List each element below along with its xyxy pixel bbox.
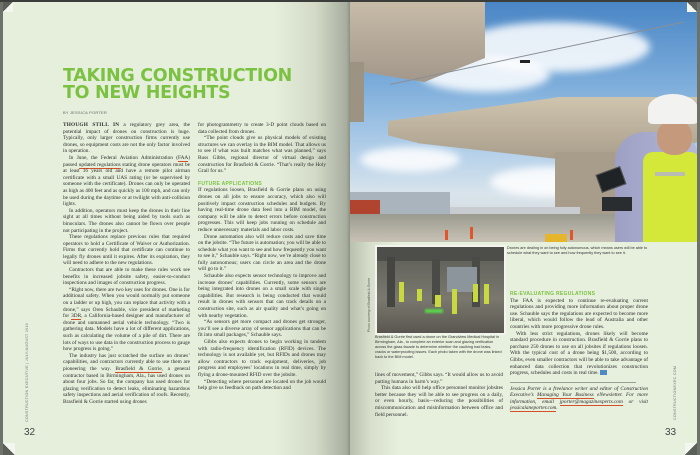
inset-caption: Brasfield & Gorrie first used a drone on the Grandview Medical Hospital in Birmingham, Ala., to complete an exterior scan and glazing verification across the glass facade to determine whether the caulking had leaks, cracks or waterproofing issues. Each photo taken with the drone was linked back to the BIM model.: [375, 335, 502, 359]
headline-line-1: TAKING CONSTRUCTION: [63, 66, 293, 86]
safety-vest: [643, 152, 700, 242]
brasfield-gorrie-link[interactable]: Brasfield & Gorrie: [115, 365, 162, 372]
divider: [510, 382, 636, 383]
paragraph: [63, 353, 190, 406]
hero-photo-drone-bridge: [350, 2, 700, 242]
paragraph: [63, 155, 190, 208]
article-headline: [63, 68, 292, 102]
page-number: 32: [24, 427, 36, 438]
paragraph-text: a regulatory grey area, the potential impact of drones on construction is huge. Typically, only larger construction firms currently use drones, so equipment costs are not the only factor involved in operation.: [63, 122, 191, 155]
magazine-spread: [0, 2, 700, 455]
paragraph: “The point clouds give us physical models of existing structures we can overlay in the BIM model. That allows us to see if what was built matches what was planned,” says Russ Gibbs, regional director of virtual design and construction for Brasfield & Gorrie. “That’s really the Holy Grail for us.”: [198, 135, 326, 175]
paragraph: lines of movement,” Gibbs says. “It would allow us to avoid putting humans in harm’s way.”: [375, 372, 503, 385]
paragraph: These regulations replace previous rules that required operators to hold a Certificate of Waiver or Authorization. Firms that currently hold that certificate can continue to legally fly drones until it expires. After its expiration, they will need to adhere to the new regulations.: [63, 234, 190, 267]
page-edge: [0, 2, 3, 455]
email-link[interactable]: jporter@magazinexperts.com: [559, 398, 623, 405]
section-subhead: RE-EVALUATING REGULATIONS: [510, 291, 596, 297]
lead-in: THOUGH STILL IN: [63, 122, 120, 128]
paragraph-text: stating drone operators must be at least 16 years old and have a remote pilot airman certificate with a small UAS rating (or be supervised by someone with the certificate). Drones can only be operated as high as 400 feet and as quickly as 100 mph, and can only be used during the daytime or at twilight with anti-collision lights.: [63, 161, 190, 208]
page-curl-corner[interactable]: [685, 443, 697, 455]
paragraph-text: In June, the Federal Aviation Administration (: [69, 154, 179, 161]
byline: BY JESSICA PORTER: [63, 110, 107, 115]
website-link[interactable]: jessicalaneporter.com: [510, 405, 557, 412]
managing-your-business-link[interactable]: Managing Your Business: [537, 392, 594, 399]
paragraph: This data also will help office personnel monitor jobsites better because they will be able to see progress on a daily, or even hourly, basis—reducing the possibilities of miscommunication and misinformation between office and field personnel.: [375, 385, 503, 418]
drone: [520, 60, 530, 63]
author-bio: [510, 386, 648, 412]
paragraph: [63, 287, 190, 353]
article-column-4: [510, 291, 648, 412]
article-column-1: [63, 122, 190, 406]
paragraph-text: The industry has just scratched the surface on drones’ capabilities, and contractors currently able to use them are pioneering the way.: [63, 352, 190, 372]
paragraph-text: “Right now, there are two key uses for drones. One is for additional safety. When you would normally put someone on a ladder or up high, you can replace that activity with a drone,” says Oren Schauble, vice president of marketing for: [63, 286, 190, 320]
running-footer: CONSTRUCTION EXECUTIVE | JULY/AUGUST 2016: [25, 323, 29, 422]
bio-text: eNewsletter. For more information, email: [510, 392, 648, 405]
paragraph: [63, 122, 190, 155]
paragraph: Gibbs also expects drones to begin working in tandem with radio-frequency identification (RFID) devices. The technology is not available yet, but RFIDs and drones may allow contractors to track equipment, deliveries, job progress and employees’ locations in real time, simply by flying a drone-mounted RFID over the jobsite.: [198, 339, 326, 378]
paragraph: [510, 331, 648, 377]
photo-credit: Photo courtesy of Brasfield & Gorrie: [367, 277, 371, 332]
right-page: [350, 2, 700, 455]
paragraph-text: , a general contractor based in Birmingham, Ala., has used drones on about four jobs. So far, the company has used drones for glazing verification to detect leaks, eliminating hazardous safety inspections and aerial verification of roofs. Recently, Brasfield & Gorrie started using drones: [63, 365, 190, 405]
left-page: [0, 2, 350, 455]
paragraph-text: , a California-based designer and manufacturer of drone and unmanned aerial vehicle technology. “Two is gathering data. Models have a lot of different applications, such as calculating the volume of a pile of dirt. There are lots of ways to use data in the construction process to gauge how progress is going.”: [63, 313, 190, 353]
updated-regulations-link[interactable]: updated regulations: [78, 161, 121, 168]
paragraph: The FAA is expected to continue re-evaluating current regulations and providing more information about proper drone use. Schauble says the regulations are expected to become more liberal, which would follow the lead of Australia and other countries with more progressive drone rules.: [510, 297, 648, 330]
paragraph-text: With less strict regulations, drones likely will become standard procedure in construction. Brasfield & Gorrie plans to purchase 250 drones to use on all jobsites if regulations loosen. With the typical cost of a drone being $1,500, according to Gibbs, even smaller contractors will be able to take advantage of enhanced data collection that revolutionizes construction progress, schedules and costs in real time.: [510, 330, 648, 377]
running-footer: CONSTRUCTIONEXEC.COM: [673, 365, 677, 420]
paragraph: “Detecting where personnel are located on the job would help give us feedback on path detection and: [198, 378, 326, 392]
section-subhead: FUTURE APPLICATIONS: [198, 180, 263, 187]
page-curl-corner[interactable]: [3, 2, 13, 12]
hero-caption: Drones are dealing in on being fully autonomous, which means users will be able to schedule what they want to see and how frequently they want to see it.: [507, 246, 648, 255]
page-curl-corner[interactable]: [687, 2, 697, 12]
inset-photo-jobsite: [375, 245, 506, 335]
paragraph: Drone automation also will reduce costs and save time on the jobsite. “The future is automation; you will be able to schedule what you want to see and how frequently you want to see it,” Schauble says. “Right now, we’re already close to fully autonomous; users can circle an area and the drone will go to it.”: [198, 233, 326, 273]
article-column-2: [198, 122, 326, 392]
hard-hat: [648, 94, 698, 124]
drone-controller: [602, 197, 632, 211]
page-number: 33: [665, 427, 677, 438]
3dr-link[interactable]: 3DR: [71, 313, 82, 320]
faa-link[interactable]: FAA: [178, 154, 189, 161]
paragraph: Contractors that are able to make these rules work see benefits in increased jobsite safety, easier-to-conduct inspections and images of construction progress.: [63, 267, 190, 287]
paragraph-text: ) passed: [63, 154, 190, 168]
bio-text: Jessica Porter is a freelance writer and editor of Construction Executive’s: [510, 385, 648, 399]
paragraph: In addition, operators must keep the drones in their line sight at all times without being aided by tools such as binoculars. The drones also cannot be flown over people not participating in the project.: [63, 207, 190, 234]
bio-text: .: [556, 405, 558, 412]
paragraph: Schauble also expects sensor technology to improve and increase drones’ capabilities. Currently, some sensors are being integrated into drones on a small scale with single capabilities. But research is being conducted that would result in drones with sensors that can track details on a construction site, such as air quality and what’s going on with nearby vegetation.: [198, 273, 326, 319]
article-column-3: [375, 372, 503, 418]
bio-text: or visit: [622, 398, 648, 405]
paragraph: “As sensors get more compact and drones get stronger, you’ll see a diverse array of sensor applications that can be fit into small packages,” Schauble says.: [198, 319, 326, 339]
paragraph: for photogrammetry to create 3-D point clouds based on data collected from drones.: [198, 122, 326, 135]
paragraph: If regulations loosen, Brasfield & Gorrie plans on using drones on all jobs to ensure accuracy, which also will positively impact construction schedules and budgets. By having real-time drone data feed into a BIM model, the company will be able to detect errors before construction progresses. This will keep jobs running on schedule and reduce unnecessary materials and labor costs.: [198, 187, 326, 233]
page-curl-corner[interactable]: [3, 443, 15, 455]
headline-line-2: TO NEW HEIGHTS: [63, 83, 231, 103]
end-of-article-icon: [600, 370, 607, 375]
